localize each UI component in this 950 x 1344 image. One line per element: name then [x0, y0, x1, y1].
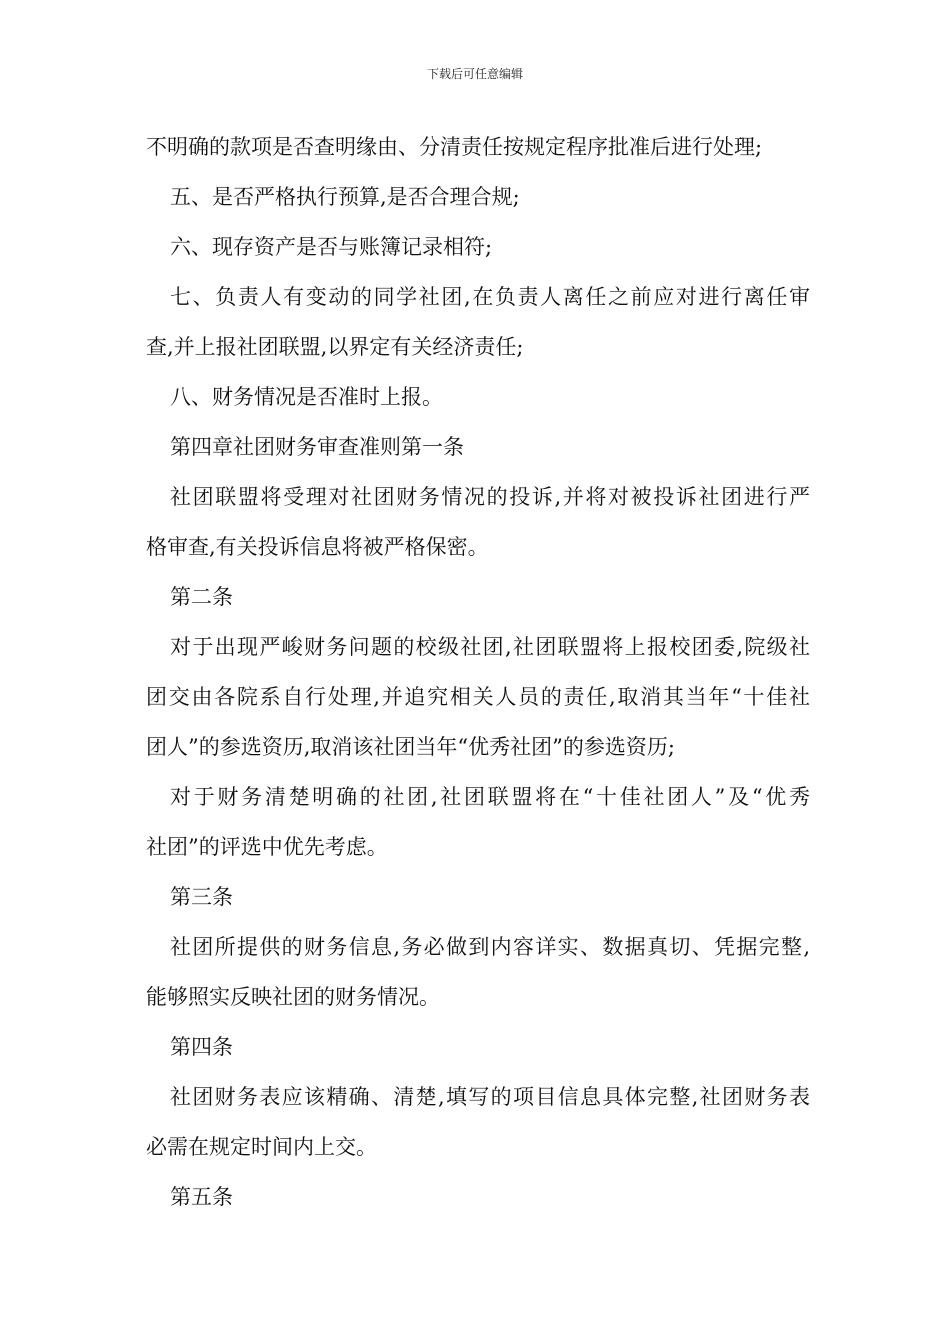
- text-line: 社团”的评选中优先考虑。: [146, 835, 388, 859]
- article-heading: 第四条: [170, 1035, 233, 1059]
- article-heading: 第五条: [170, 1185, 233, 1209]
- text-line: 社团财务表应该精确、清楚,填写的项目信息具体完整,社团财务表: [170, 1085, 810, 1109]
- text-line: 社团联盟将受理对社团财务情况的投诉,并将对被投诉社团进行严: [170, 485, 810, 509]
- text-line: 能够照实反映社团的财务情况。: [146, 985, 440, 1009]
- text-line: 团交由各院系自行处理,并追究相关人员的责任,取消其当年“十佳社: [146, 685, 810, 709]
- text-line: 对于财务清楚明确的社团,社团联盟将在“十佳社团人”及“优秀: [170, 785, 810, 809]
- text-line: 查,并上报社团联盟,以界定有关经济责任;: [146, 335, 524, 359]
- text-line: 对于出现严峻财务问题的校级社团,社团联盟将上报校团委,院级社: [170, 635, 810, 659]
- text-line: 团人”的参选资历,取消该社团当年“优秀社团”的参选资历;: [146, 735, 675, 759]
- page-header-note: 下载后可任意编辑: [426, 67, 523, 81]
- text-line: 必需在规定时间内上交。: [146, 1135, 377, 1159]
- text-line: 八、财务情况是否准时上报。: [170, 385, 443, 409]
- document-body: [146, 122, 810, 1222]
- text-line: 社团所提供的财务信息,务必做到内容详实、数据真切、凭据完整,: [170, 935, 810, 959]
- article-heading: 第二条: [170, 585, 233, 609]
- article-heading: 第三条: [170, 885, 233, 909]
- text-line: 五、是否严格执行预算,是否合理合规;: [170, 185, 520, 209]
- text-line: 不明确的款项是否查明缘由、分清责任按规定程序批准后进行处理;: [146, 135, 763, 159]
- text-line: 格审查,有关投诉信息将被严格保密。: [146, 535, 489, 559]
- chapter-heading: 第四章社团财务审查准则第一条: [170, 435, 464, 459]
- text-line: 六、现存资产是否与账簿记录相符;: [170, 235, 493, 259]
- text-line: 七、负责人有变动的同学社团,在负责人离任之前应对进行离任审: [170, 285, 810, 309]
